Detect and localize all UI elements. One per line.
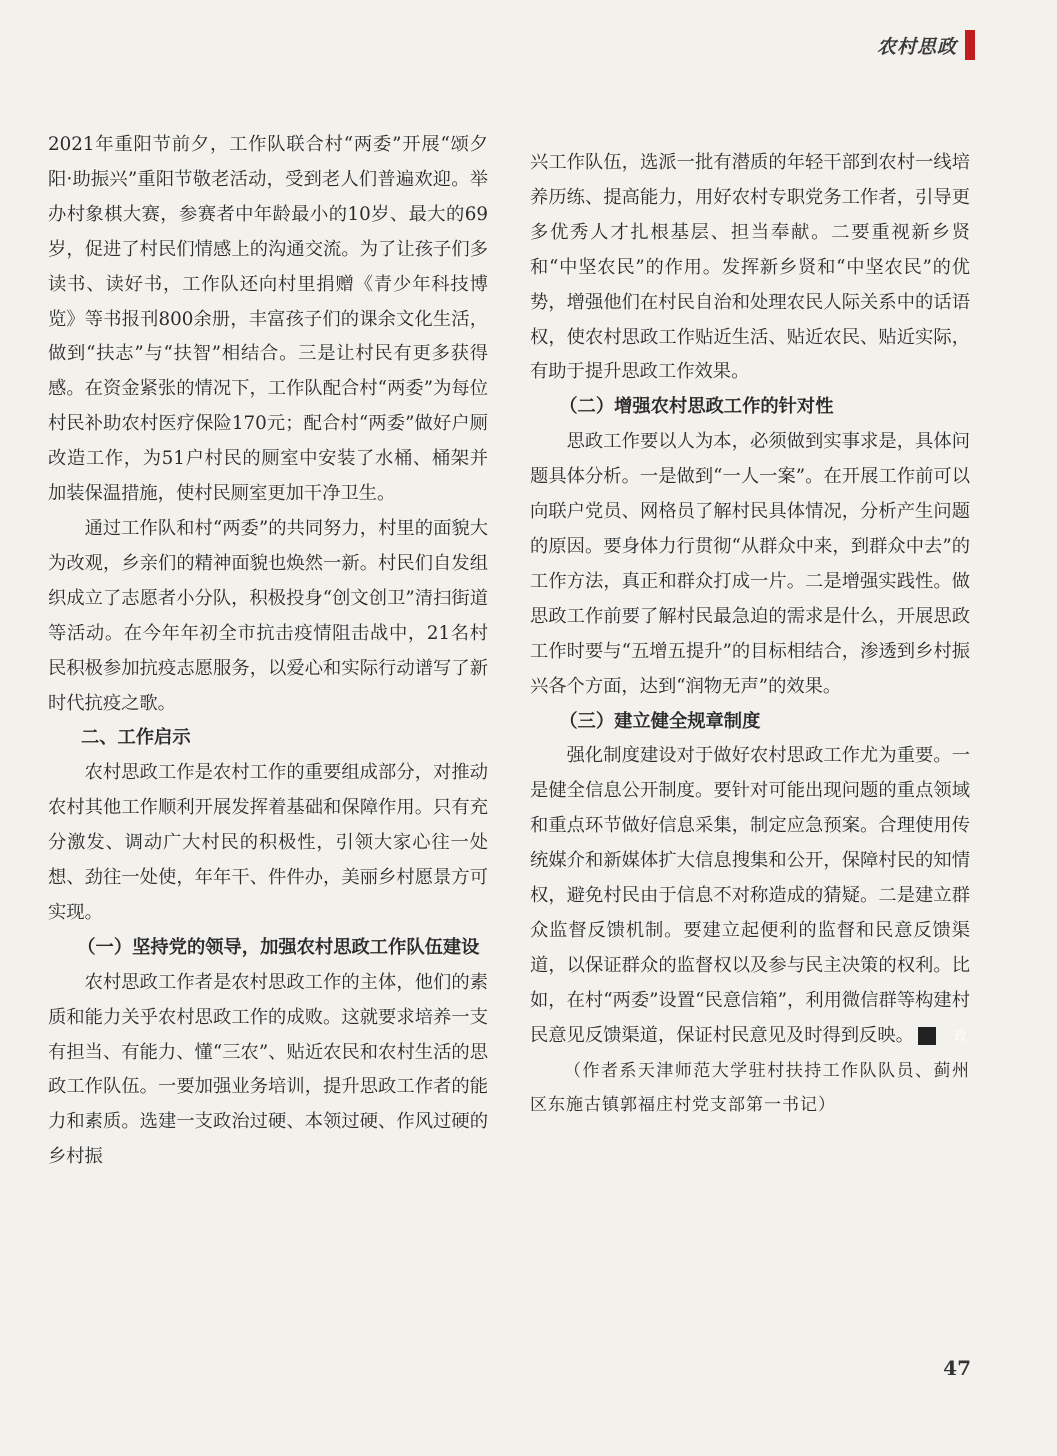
header-color-bar (965, 30, 975, 60)
subsection-heading: （三）建立健全规章制度 (559, 710, 761, 732)
left-column (48, 128, 488, 1175)
page-number: 47 (943, 1356, 971, 1380)
paragraph: 通过工作队和村“两委”的共同努力，村里的面貌大为改观，乡亲们的精神面貌也焕然一新。村民们自发组织成立了志愿者小分队，积极投身“创文创卫”清扫街道等活动。在今年年初全市抗击疫情阻击战中，21名村民积极参加抗疫志愿服务，以爱心和实际行动谱写了新时代抗疫之歌。 (48, 517, 488, 714)
running-header (877, 30, 975, 60)
section-heading: 二、工作启示 (80, 727, 191, 749)
right-column (530, 146, 970, 1123)
paragraph: 兴工作队伍，选派一批有潜质的年轻干部到农村一线培养历练、提高能力，用好农村专职党务工作者，引导更多优秀人才扎根基层、担当奉献。二要重视新乡贤和“中坚农民”的作用。发挥新乡贤和“中坚农民”的优势，增强他们在村民自治和处理农民人际关系中的话语权，使农村思政工作贴近生活、贴近农民、贴近实际，有助于提升思政工作效果。 (530, 152, 970, 383)
paragraph-text: 强化制度建设对于做好农村思政工作尤为重要。一是健全信息公开制度。要针对可能出现问题的重点领域和重点环节做好信息采集，制定应急预案。合理使用传统媒介和新媒体扩大信息搜集和公开，保障村民的知情权，避免村民由于信息不对称造成的猜疑。二是建立群众监督反馈机制。要建立起便利的监督和民意反馈渠道，以保证群众的监督权以及参与民主决策的权利。比如，在村“两委”设置“民意信箱”，利用微信群等构建村民意见反馈渠道，保证村民意见及时得到反映。 (530, 745, 970, 1046)
paragraph: 农村思政工作是农村工作的重要组成部分，对推动农村其他工作顺利开展发挥着基础和保障作用。只有充分激发、调动广大村民的积极性，引领大家心往一处想、劲往一处使，年年干、件件办，美丽乡村愿景方可实现。 (48, 762, 488, 923)
paragraph: 农村思政工作者是农村思政工作的主体，他们的素质和能力关乎农村思政工作的成败。这就要求培养一支有担当、有能力、懂“三农”、贴近农民和农村生活的思政工作队伍。一要加强业务培训，提升思政工作者的能力和素质。选建一支政治过硬、本领过硬、作风过硬的乡村振 (48, 971, 488, 1168)
paragraph: 2021年重阳节前夕，工作队联合村“两委”开展“颂夕阳·助振兴”重阳节敬老活动，受到老人们普遍欢迎。举办村象棋大赛，参赛者中年龄最小的10岁、最大的69岁，促进了村民们情感上的沟通交流。为了让孩子们多读书、读好书，工作队还向村里捐赠《青少年科技博览》等书报刊800余册，丰富孩子们的课余文化生活，做到“扶志”与“扶智”相结合。三是让村民有更多获得感。在资金紧张的情况下，工作队配合村“两委”为每位村民补助农村医疗保险170元；配合村“两委”做好户厕改造工作，为51户村民的厕室中安装了水桶、桶架并加装保温措施，使村民厕室更加干净卫生。 (48, 134, 488, 505)
author-byline: （作者系天津师范大学驻村扶持工作队队员、蓟州区东施古镇郭福庄村党支部第一书记） (530, 1060, 970, 1116)
paragraph (530, 739, 970, 1053)
paragraph: 思政工作要以人为本，必须做到实事求是，具体问题具体分析。一是做到“一人一案”。在开展工作前可以向联户党员、网格员了解村民具体情况，分析产生问题的原因。要身体力行贯彻“从群众中来，到群众中去”的工作方法，真正和群众打成一片。二是增强实践性。做思政工作前要了解村民最急迫的需求是什么，开展思政工作时要与“五增五提升”的目标相结合，渗透到乡村振兴各个方面，达到“润物无声”的效果。 (530, 431, 970, 697)
header-title: 农村思政 (876, 35, 957, 58)
end-mark-icon: 政 (918, 1027, 936, 1045)
subsection-heading: （一）坚持党的领导，加强农村思政工作队伍建设 (77, 936, 480, 958)
subsection-heading: （二）增强农村思政工作的针对性 (559, 396, 834, 418)
